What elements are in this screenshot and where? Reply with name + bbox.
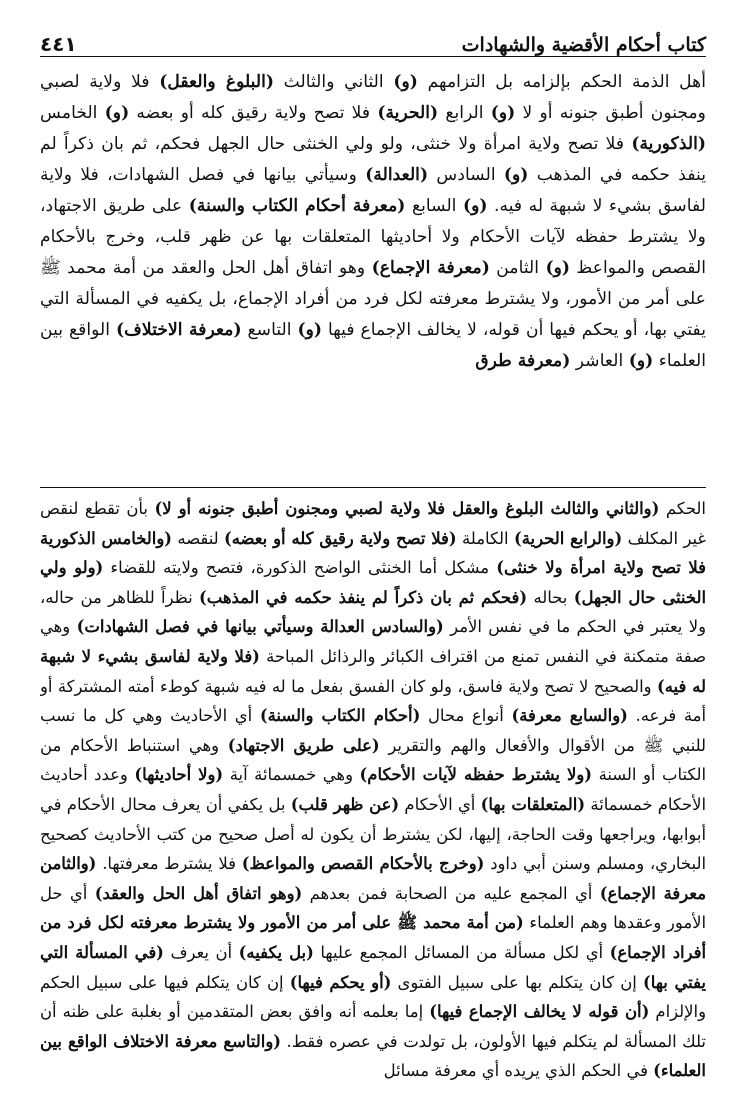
main-text-run: التاسع — [241, 320, 298, 340]
footnote-run: أنواع محال — [420, 706, 512, 726]
main-text-bold-term: (الذكورية) — [631, 134, 706, 154]
footnote-bold-term: (المتعلقات بها) — [480, 794, 586, 814]
footnote-bold-term: (ولو ولي الخنثى حال الجهل) — [40, 558, 706, 607]
footnote-bold-term: (فحكم ثم بان ذكراً لم ينفذ حكمه في المذهب) — [199, 587, 528, 607]
main-text-run: على طريق الاجتهاد، ولا يشترط حفظه لآيات الأحكام ولا أحاديثها المتعلقات بها عن ظهر قلب، وخرج بالأحكام القصص والمواعظ — [40, 196, 706, 278]
footnote-run: فلا يشترط معرفتها. — [96, 854, 242, 874]
main-text-run: السادس — [428, 165, 504, 185]
footnote-run: الكاملة — [456, 528, 514, 548]
main-text-bold-term: (معرفة طرق — [475, 351, 571, 371]
footnote-bold-term: (فلا ولاية لفاسق بشيء لا شبهة له فيه) — [40, 646, 706, 696]
main-text-run: فلا تصح ولاية رقيق كله أو بعضه — [129, 103, 378, 123]
footnote-run: إن كان يتكلم بها على سبيل الفتوى — [391, 972, 643, 992]
footnote-run: وهي صفة متمكنة في النفس تمنع من اقتراف الكبائر والرذائل المباحة — [40, 617, 706, 666]
footnote-bold-term: (والتاسع معرفة الاختلاف الواقع بين العلماء) — [40, 1031, 706, 1081]
footnote-bold-term: (والسادس العدالة وسيأتي بيانها في فصل الشهادات) — [76, 617, 444, 637]
footnote-run: أي الأحاديث وهي كل ما نسب للنبي ﷺ من الأقوال والأفعال والهم والتقرير — [40, 706, 706, 755]
main-text-run: الثامن — [489, 258, 546, 278]
book-title: كتاب أحكام الأقضية والشهادات — [461, 34, 706, 56]
footnote-text — [40, 494, 706, 1094]
main-text-bold-term: (و) — [490, 103, 516, 123]
footnote-run: مشكل أما الخنثى الواضح الذكورة، فتصح ولايته للقضاء — [103, 558, 497, 578]
main-text-bold-term: (الحرية) — [377, 103, 439, 123]
footnote-bold-term: (أن قوله لا يخالف الإجماع فيها) — [429, 1002, 650, 1022]
footnote-run: وهي خمسمائة آية — [223, 765, 360, 785]
running-header — [40, 22, 706, 57]
footnote-run: أي لكل مسألة من المسائل المجمع عليها — [313, 942, 610, 962]
footnote-run: بل يكفي أن يعرف محال الأحكام في أبوابها، ويراجعها وقت الحاجة، إليها، لكن يشترط أن يكون له أصل صحيح من كتب الأحاديث كصحيح البخاري، ومسلم وسنن أبي داود — [40, 794, 706, 874]
footnote-run: أي الأحكام — [399, 794, 481, 814]
main-text-run: وهو اتفاق أهل الحل والعقد من أمة محمد ﷺ على أمر من الأمور، ولا يشترط معرفته لكل فرد من أفراد الإجماع، بل يكفيه في المسألة التي يفتي بها، أو يحكم فيها أن قوله، لا يخالف الإجماع فيها — [40, 258, 706, 340]
footnote-run: وهي استنباط الأحكام من الكتاب أو السنة — [40, 735, 706, 785]
footnote-run: بحاله — [527, 587, 574, 607]
main-text-run: أهل الذمة الحكم بإلزامه بل التزامهم — [417, 72, 706, 92]
main-text-bold-term: (معرفة الاختلاف) — [115, 320, 242, 340]
footnote-run: إما بعلمه أنه وافق بعض المتقدمين أو بغلبة على ظنه أن تلك المسألة لم يتكلم فيها الأولون، بل تولدت في عصره فقط. — [40, 1002, 706, 1051]
page-number: ٤٤١ — [40, 32, 77, 56]
footnote-run: بأن تقطع لنقص غير المكلف — [40, 499, 706, 548]
footnote-bold-term: (عن ظهر قلب) — [290, 794, 400, 814]
main-text-run: الخامس — [40, 103, 105, 123]
main-text-bold-term: (و) — [503, 165, 529, 185]
main-text — [40, 67, 706, 479]
main-text-bold-term: (البلوغ والعقل) — [159, 72, 274, 92]
footnote-bold-term: (والرابع الحرية) — [513, 528, 623, 548]
footnote-bold-term: (وهو اتفاق أهل الحل والعقد) — [94, 883, 303, 903]
main-text-bold-term: (و) — [462, 196, 488, 216]
footnote-divider — [40, 487, 706, 488]
footnote-bold-term: (أو يحكم فيها) — [289, 972, 392, 992]
main-text-bold-term: (و) — [104, 103, 130, 123]
footnote-bold-term: (في المسألة التي يفتي بها) — [40, 942, 706, 992]
footnote-bold-term: (ولا أحاديثها) — [134, 765, 224, 785]
footnote-bold-term: (على طريق الاجتهاد) — [227, 735, 380, 755]
footnote-run: وعدد أحاديث الأحكام خمسمائة — [40, 765, 706, 814]
footnote-run: والصحيح لا تصح ولاية فاسق، ولو كان الفسق بفعل ما له فيه شبهة كوطء أمته المشتركة أو أمة فرعه. — [40, 676, 706, 726]
main-text-bold-term: (و) — [297, 320, 323, 340]
footnote-run: الحكم — [659, 499, 706, 518]
main-text-run: الواقع بين العلماء — [40, 320, 706, 371]
footnote-bold-term: (والسابع معرفة) — [511, 706, 628, 726]
main-text-bold-term: (العدالة) — [365, 165, 429, 185]
footnote-bold-term: (فلا تصح ولاية رقيق كله أو بعضه) — [224, 528, 457, 548]
main-text-bold-term: (معرفة أحكام الكتاب والسنة) — [188, 196, 406, 216]
footnote-bold-term: (والخامس الذكورية فلا تصح ولاية امرأة ولا خنثى) — [40, 528, 706, 578]
footnote-bold-term: (والثامن معرفة الإجماع) — [40, 854, 706, 903]
main-text-run: الثاني والثالث — [273, 72, 394, 92]
main-text-bold-term: (و) — [628, 351, 654, 371]
footnote-run: أن يعرف — [163, 942, 239, 962]
footnote-run: إن كان يتكلم فيها على سبيل الحكم والإلزام — [40, 972, 706, 1022]
main-text-run: فلا ولاية لصبي ومجنون أطبق جنونه أو لا — [40, 72, 706, 123]
footnote-run: نظراً للظاهر من حاله، ولا يعتبر في الحكم ما في نفس الأمر — [40, 587, 706, 637]
main-text-run: الرابع — [438, 103, 491, 123]
footnote-bold-term: (بل يكفيه) — [238, 942, 314, 962]
footnote-run: أي المجمع عليه من الصحابة فمن بعدهم — [302, 883, 600, 903]
footnote-run: أي حل الأمور وعقدها وهم العلماء — [40, 883, 706, 933]
footnote-bold-term: (وخرج بالأحكام القصص والمواعظ) — [241, 854, 485, 874]
main-text-run: العاشر — [570, 351, 629, 371]
main-text-run: السابع — [405, 196, 463, 216]
main-text-bold-term: (و) — [545, 258, 571, 278]
footnote-bold-term: (أحكام الكتاب والسنة) — [259, 706, 421, 726]
footnote-bold-term: (من أمة محمد ﷺ على أمر من الأمور ولا يشترط معرفته لكل فرد من أفراد الإجماع) — [40, 913, 706, 962]
main-text-bold-term: (و) — [393, 72, 418, 92]
main-text-run: وسيأتي بيانها في فصل الشهادات، فلا ولاية لفاسق بشيء لا شبهة له فيه. — [40, 165, 706, 216]
footnote-bold-term: (والثاني والثالث البلوغ والعقل فلا ولاية لصبي ومجنون أطبق جنونه أو لا) — [154, 499, 660, 518]
main-text-run: فلا تصح ولاية امرأة ولا خنثى، ولو ولي الخنثى حال الجهل فحكم، ثم بان ذكراً لم ينفذ حكمه في المذهب — [40, 134, 706, 185]
footnote-run: لنقصه — [172, 528, 225, 548]
main-text-bold-term: (معرفة الإجماع) — [371, 258, 490, 278]
footnote-bold-term: (ولا يشترط حفظه لآيات الأحكام) — [359, 765, 593, 785]
footnote-run: في الحكم الذي يريده أي معرفة مسائل — [383, 1061, 654, 1081]
